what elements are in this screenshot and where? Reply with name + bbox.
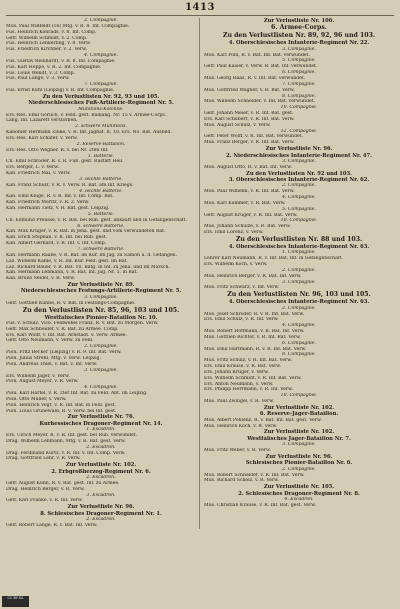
subunit-heading: 7. schwere Batterie. [77,247,125,252]
entry-line: Gefr. Karl Franke, v. R. Inf. Verw. [6,498,83,504]
entry-line: Pion. Karl Hartel, v. R. 2ter Inf. Bat. zu Feld. Abt. im Leipzig. [6,391,148,397]
entry-line: Gefr. August Krüger, v. R. Inf. Bat. Verw. [204,212,298,218]
entry-line: Mus. Robert Schneider, v. R. Inf. Bat. Verw. [204,472,305,478]
subunit-heading: 5. Compagnie. [282,58,316,64]
subunit-heading: 2. Compagnie. [282,183,316,189]
entry-line: Füs. Heinrich Lenkerling, v. 8. Verw. [6,41,91,47]
section-heading: 6. Armee-Corps. [271,24,327,32]
entry-line: Gefr. Johann Meier, v. R. Inf. Bat. gest. [204,111,294,117]
subunit-heading: 3. Compagnie. [84,367,118,373]
entry-line: Mus. Gottfried Wagner, v. R. Bat. Verw. [204,87,295,93]
entry-line: Ers. Emil Schulz, v. R. Inf. Verw. [204,317,279,323]
entry-line: Kan. Friedrich Moritz, v. R. 2. Verw. [6,200,90,206]
unit-heading: Zur Verlustliste Nr. 102. [263,429,335,436]
section-heading: Zu den Verlustlisten Nr. 89, 92, 96 und 103. [222,32,376,40]
entry-line: Pion. Julius Strehl, Mtg. v. Verw. Leipzig. [6,355,101,361]
entry-line: Pion. Andreas Thiel, v. Bat. v. Inf. Verw. [6,361,98,367]
section-heading: Zu den Verlustlisten Nr. 96, 103 und 105. [227,291,371,299]
entry-line: Ers. Wilhelm Jäger, v. Verw. [6,373,70,379]
subunit-heading: 10. Compagnie. [280,105,318,111]
entry-line: Mus. Robert Hoffmann, v. R. Bat. Inf. Verw. [204,329,305,335]
entry-line: Mus. Paul Zwingel, v. R. Verw. [204,399,275,405]
entry-line: Ers. Johann Krüger, v. Verw. [204,369,269,375]
subunit-heading: 1. Compagnie. [282,250,316,256]
entry-line: Ers. Wilhelm Koch, v. Verw. [204,262,268,268]
entry-line: Lang. Inf. Lazarett verstorben. [6,118,78,124]
entry-line: Ers.-Res. Emil Görlich, v. Feld. gest. Balkang. Nr. 15 v. Armee-Corps. [6,112,167,118]
entry-line: Gefr. August Kühn, R. v. Bat. gest. Inf. zu Armee. [6,480,120,486]
entry-line: Mus. Emil Hartmann, R. v. R. Inf. Bat. Verw. [204,346,307,352]
entry-line: Füs. Gustav Reinhardt, v. R. 8. Inf. Compagnie. [6,58,116,64]
unit-heading: Zur Verlustliste Nr. 96. [67,504,135,511]
subunit-heading: 6. schwere Batterie. [77,223,125,229]
unit-heading: 3. Oberschlesisches Infanterie-Regiment Nr. 62. [228,176,370,183]
unit-heading: Zur Verlustliste Nr. 96. [265,453,333,460]
unit-heading: 8. Schlesisches Dragoner-Regiment Nr. 1. [40,510,162,517]
subunit-heading: 2. Reserve-Battalion. [76,141,126,147]
subunit-heading: 5. Compagnie. [282,206,316,212]
entry-line: Mus. Josef Schröder, R. v. R. Inf. Bat. Verw. [204,311,305,317]
subunit-heading: 3. Compagnie. [282,279,316,285]
entry-line: Ers. Ulrich Meyer, R. v. R. Inf. gest. bei Rüb. verwundet. [6,433,138,439]
unit-heading: Zur Verlustliste Nr. 105. [263,484,335,491]
entry-line: Gefr. Peter Wolff, v. R. Inf. Bat. verwundet. [204,134,303,140]
entry-line: Kan. Max Krüger, v. R. Bat. in Jena. gest. und vom verwundeten Bat. [6,229,166,235]
license-badge: CC BY-SA [2,596,29,607]
entry-line: Ers. Berger, L. v. Verw. [6,165,59,171]
entry-line: Ers. Karl Schubert, v. R. Inf. Bat. Verw. [204,116,295,122]
entry-line: Drag. Ferdinand Kurtz, v. R. Inf. v. Inf. Comp. Verw. [6,450,126,456]
entry-line: Ers.-Res. Karl Schäfer, v. Verw. [6,135,78,141]
entry-line: Ers. Emil Lorenz, v. Verw. [204,230,264,236]
entry-line: Mus. Richard Scholz, v. R. Verw. [204,478,279,484]
entry-line: Drag. Wilhelm Lehmann, Mtg. v. R. Bat. gest. Verw. [6,438,126,444]
unit-heading: Niederschlesisches Fuß-Artillerie-Regiment Nr. 5. [28,100,174,107]
subunit-heading: 3. Escadron. [86,492,116,498]
subunit-heading: 8. Compagnie. [282,93,316,99]
subunit-heading: 2. schwere Munitions. [75,124,127,130]
subunit-heading: 1. Escadron. [86,427,116,433]
page-number: 1413 [185,2,215,13]
entry-line: Gefr. Otto Neumann, v. Verw. zu Feld. [6,338,94,344]
section-heading: Zu den Verlustlisten Nr. 85, 96, 103 und 105. [22,306,180,314]
subunit-heading: 6. Compagnie. [282,340,316,346]
subunit-heading: 2. Compagnie. [84,344,118,350]
entry-line: Gefr. Robert Lange, R. v. Bat. Inf. Verw. [6,522,98,528]
entry-line: Mus. Karl Kummer, v. R. Bat. Verw. [204,200,286,206]
entry-line: Pion. August Meyer, v. R. Verw. [6,379,79,385]
entry-line: Mus. Christian Krause, v. R. Inf. Bat. gest. Verw. [204,502,317,508]
entry-line: Pion. Heinrich Vogt, v. R. Inf. Bat. in Feld. gest. [6,402,117,408]
unit-heading: Westfälisches Pionier-Bataillon Nr. 10. [44,314,158,321]
right-column [200,18,394,529]
unit-heading: 2. Niederschlesisches Infanterie-Regiment Nr. 47. [226,152,372,159]
entry-line: Kan. Franz Schulz, v. R. v. Verw. R. Bat. am Inf. Kriegs. [6,182,134,188]
subunit-heading: 2. Compagnie. [282,267,316,273]
entry-line: Füs. Karl Hoppe, v. R. 2. Inf. Compagnie. [6,64,102,70]
entry-line: Drag. Heinrich Berger, v. R. Verw. [6,486,85,492]
entry-line: Kan. Hermann Tietz, v. R. Bat. gest. Leipzig. [6,206,110,212]
subunit-heading: 7. Compagnie. [84,82,118,88]
subunit-heading: 3. leichte Batterie. [79,176,123,182]
unit-heading: Zu den Verlustlisten Nr. 92, 93 und 105. [42,93,160,100]
subunit-heading: 2. Compagnie. [282,466,316,472]
unit-heading: Zu den Verlustlisten Nr. 92 und 103. [246,170,352,177]
entry-line: Ers. Anton Neumann, v. Verw. [204,381,274,387]
entry-line: Gefr. Wilhelm Schmidt, v. 2. Comp. [6,35,88,41]
left-column [6,18,200,529]
entry-line: Mus. August Schulz, v. Verw. [204,122,271,128]
entry-line: Ch. Emil Schröder, R. v. R. Fuß. gest. Rastatt Heil. [6,159,124,165]
unit-heading: Kurhessisches Dragoner-Regiment Nr. 14. [39,420,163,427]
subunit-heading: 4. Escadron. [284,497,314,503]
unit-heading: Zur Verlustliste Nr. 96. [265,146,333,153]
subunit-heading: 2. Compagnie. [84,18,118,23]
entry-line: Füs. Friedrich Kirchner, v. 2. Verw. [6,47,87,53]
entry-line: Kan. Friedrich Mai, v. Verw. [6,171,71,177]
entry-line: Füs. Paul Lange, v. 3. Verw. [6,76,70,82]
unit-heading: 4. Oberschlesisches Infanterie-Regiment Nr. 63. [228,243,370,250]
entry-line: Ers. Wilhelm Schmidt, v. R. Inf. Bat. Verw. [204,375,302,381]
subunit-heading: 4. Compagnie. [282,323,316,329]
subunit-heading: 10. Compagnie. [280,218,318,224]
entry-line: Ch. Edmund Preusse, v. R. Bat. bei Rüb. gest. abkäuft und in Gefangenschaft. [6,217,187,223]
entry-line: Lehrer Karl Neumann, R. v. Inf. Bat. Inf. in Gefangenschaft. [204,256,343,262]
unit-heading: Zur Verlustliste Nr. 102. [263,405,335,411]
entry-line: Füs. Louis Wendt, v. 3. Comp. [6,70,76,76]
subunit-heading: 4. leichte Batterie. [79,188,123,194]
entry-line: Kan. Albert Gerhard, v. R. Inf. v. Inf. Comp. [6,241,107,247]
entry-line: Drag. Gottfried Lehr, v. R. Verw. [6,456,81,462]
entry-line: Ers. Karl Wolff, v. Inf. Bat. Arnstadt. v. Verw. Armee. [6,332,127,338]
columns [6,18,394,529]
subunit-heading: 3. Compagnie. [282,442,316,448]
subunit-heading: 8. Compagnie. [282,352,316,358]
entry-line: Mus. Wilhelm Schneider, v. Inf. Bat. verwundet. [204,99,315,105]
unit-heading: Zur Verlustliste Nr. 89. [67,282,135,289]
entry-line: Gefr. Max Schneider, v. R. Bat. zu Armee. Comp. [6,326,119,332]
unit-heading: Zur Verlustliste Nr. 106. [263,18,335,24]
entry-line: Mus. Albert Pohlenz, R. v. Bat. Inf. Bat. gest. Verw. [204,417,322,423]
subunit-heading: 1. Batterie. [87,153,115,159]
entry-line: Kan. Bruno Seidel, v. R. Verw. [6,276,76,282]
subunit-heading: 2. Compagnie. [282,305,316,311]
entry-line: Mus. Gottlieb Richter, v. R. Inf. Bat. Verw. [204,334,301,340]
unit-heading: 4. Oberschlesisches Infanterie-Regiment Nr. 63. [228,299,370,306]
entry-line: Pion. Otto Müller, v. Verw. [6,396,67,402]
entry-line: Mus. Heinrich Berger, v. R. Bat. Inf. Verw. [204,273,302,279]
entry-line: Kan. Hermann Raabe, v. R. Bat. im Kur. im Jäg. zu Samon u. d. Gefangen. [6,252,178,258]
entry-line: Kan. Emil Kluge, R. v. R. Inf. v. Inf. Comp. Bat. [6,194,114,200]
entry-line: Mus. Heinrich Koch, v. R. Verw. [204,423,278,429]
entry-line: Füs. Heinrich Konrads, v. 8. Inf. Comp. [6,29,97,35]
entry-line: Mus. Fritz Weber, v. R. Verw. [204,448,271,454]
entry-line: Kan. Erich Stephan, v. R. Inf. bei Rüb. gest. [6,235,108,241]
subunit-heading: 6. Compagnie. [282,70,316,76]
entry-line: Mus. Georg Haas, R. v. Inf. Bat. verwundet. [204,76,306,81]
entry-line: Füs. v. Schulz. Vice. Feldwebel Franz, R. v. Bat. zu Morgen. Verw. [6,320,159,326]
subunit-heading: 2. Escadron. [86,444,116,450]
unit-heading: Zur Verlustliste Nr. 102. [65,462,137,469]
unit-heading: 6. Reserve-Jäger-Bataillon. [259,411,339,418]
subunit-heading: 10. Compagnie. [280,393,318,399]
subunit-heading: 12. Compagnie. [280,128,318,134]
entry-line: Mus. Fritz Schulz, v. R. Inf. Bat. Verw. [204,358,293,364]
entry-line: Laz. Wilhelm Kahle, v. R. Inf. Kur. Feld. gest. im Bat. [6,258,128,264]
entry-line: Pion. Fritz Becker (Leipzig) v. R. 9. Inf. Bat. Verw. [6,350,122,356]
entry-line: Kanonier Hermann Zinke, v. R. Inf. Jägbat. lt. 10. Ers. No. Bat. Ausbild. [6,130,172,136]
entry-line: Ers. Philipp Herrmann, v. R. Inf. Verw. [204,387,293,393]
subunit-heading: 7. Compagnie. [282,81,316,87]
subunit-heading: 5. Batterie. [87,211,115,217]
entry-line: Mus. Fritz Schwarz, v. Inf. Verw. [204,285,280,291]
entry-line: Pion. Louis Grunewald, R. v. Verw. bei Inf. gest. [6,408,117,414]
entry-line: Mus. August Otto, R. v. Bat. Inf. Verw. [204,164,293,170]
entry-line: Füs. Ernst Kühl (Leipzig) v. R. Inf. Compagnie. [6,88,115,94]
entry-line: Gefr. Paul Kaiser, v. Verw. R. Bat. Inf. verwundet. [204,64,318,70]
entry-line: Mus. Karl Pohl, R. v. Bat. Inf. Bat. verwundet. [204,52,310,58]
entry-line: Mus. Paul Wilhelm, v. R. Inf. Bat. Verw. [204,189,295,195]
subunit-heading: 3. Compagnie. [282,46,316,52]
entry-line: Laz. Richard Bauer, v. R. Bat. 10. Batg. in Inf. zu Jena. und im Marsch. [6,264,170,270]
unit-heading: Schlesisches Pionier-Bataillon Nr. 6. [245,460,353,467]
subunit-heading: Munitions-Kolonne. [78,106,124,112]
entry-line: Mus. Franz Berger, v. R. Inf. Bat. Verw. [204,140,295,146]
subunit-heading: 4. Compagnie. [84,385,118,391]
unit-heading: 2. Erbgroßherzog-Regiment Nr. 6. [51,468,151,475]
header-rule [6,15,394,16]
unit-heading: Zur Verlustliste Nr. 76. [67,414,135,421]
section-heading: Zu den Verlustlisten Nr. 88 und 103. [235,235,363,243]
entry-line: Ers.-Res. Otto Wegner, R. v. bei Nr. 2ten Inf. [6,147,109,153]
unit-heading: 2. Schlesisches Dragoner-Regiment Nr. 8. [238,490,360,497]
unit-heading: Westfälisches Jäger-Bataillon Nr. 7. [247,435,351,442]
subunit-heading: 2. Escadron. [86,475,116,481]
entry-line: Kan. Hermann Lehmann, v. R. Bat. Inf. Jäg. Nr. 5. in Bat. [6,270,138,276]
subunit-heading: 4. Compagnie. [282,195,316,201]
unit-heading: 4. Oberschlesisches Infanterie-Regiment Nr. 22. [228,40,370,47]
entry-line: Ers. Emil Krause, v. R. Bat. Verw. [204,364,282,370]
entry-line: Gefr. Gottlieb Kühne, R. v. Bat. in Festungs-Compagnie. [6,300,136,306]
entry-line: Mus. Paul Wißfeldt (16) Mtg. v. R. 8. Inf. Compagnie. [6,23,130,29]
subunit-heading: 3. Compagnie. [282,158,316,164]
unit-heading: Niederschlesisches Festungs-Artillerie-Regiment Nr. 5. [20,288,182,295]
subunit-heading: 3. Compagnie. [84,294,118,300]
subunit-heading: 4. Compagnie. [84,53,118,59]
entry-line: Mus. Johann Schulze, v. R. Bat. Verw. [204,224,291,230]
subunit-heading: 2. Escadron. [86,517,116,523]
